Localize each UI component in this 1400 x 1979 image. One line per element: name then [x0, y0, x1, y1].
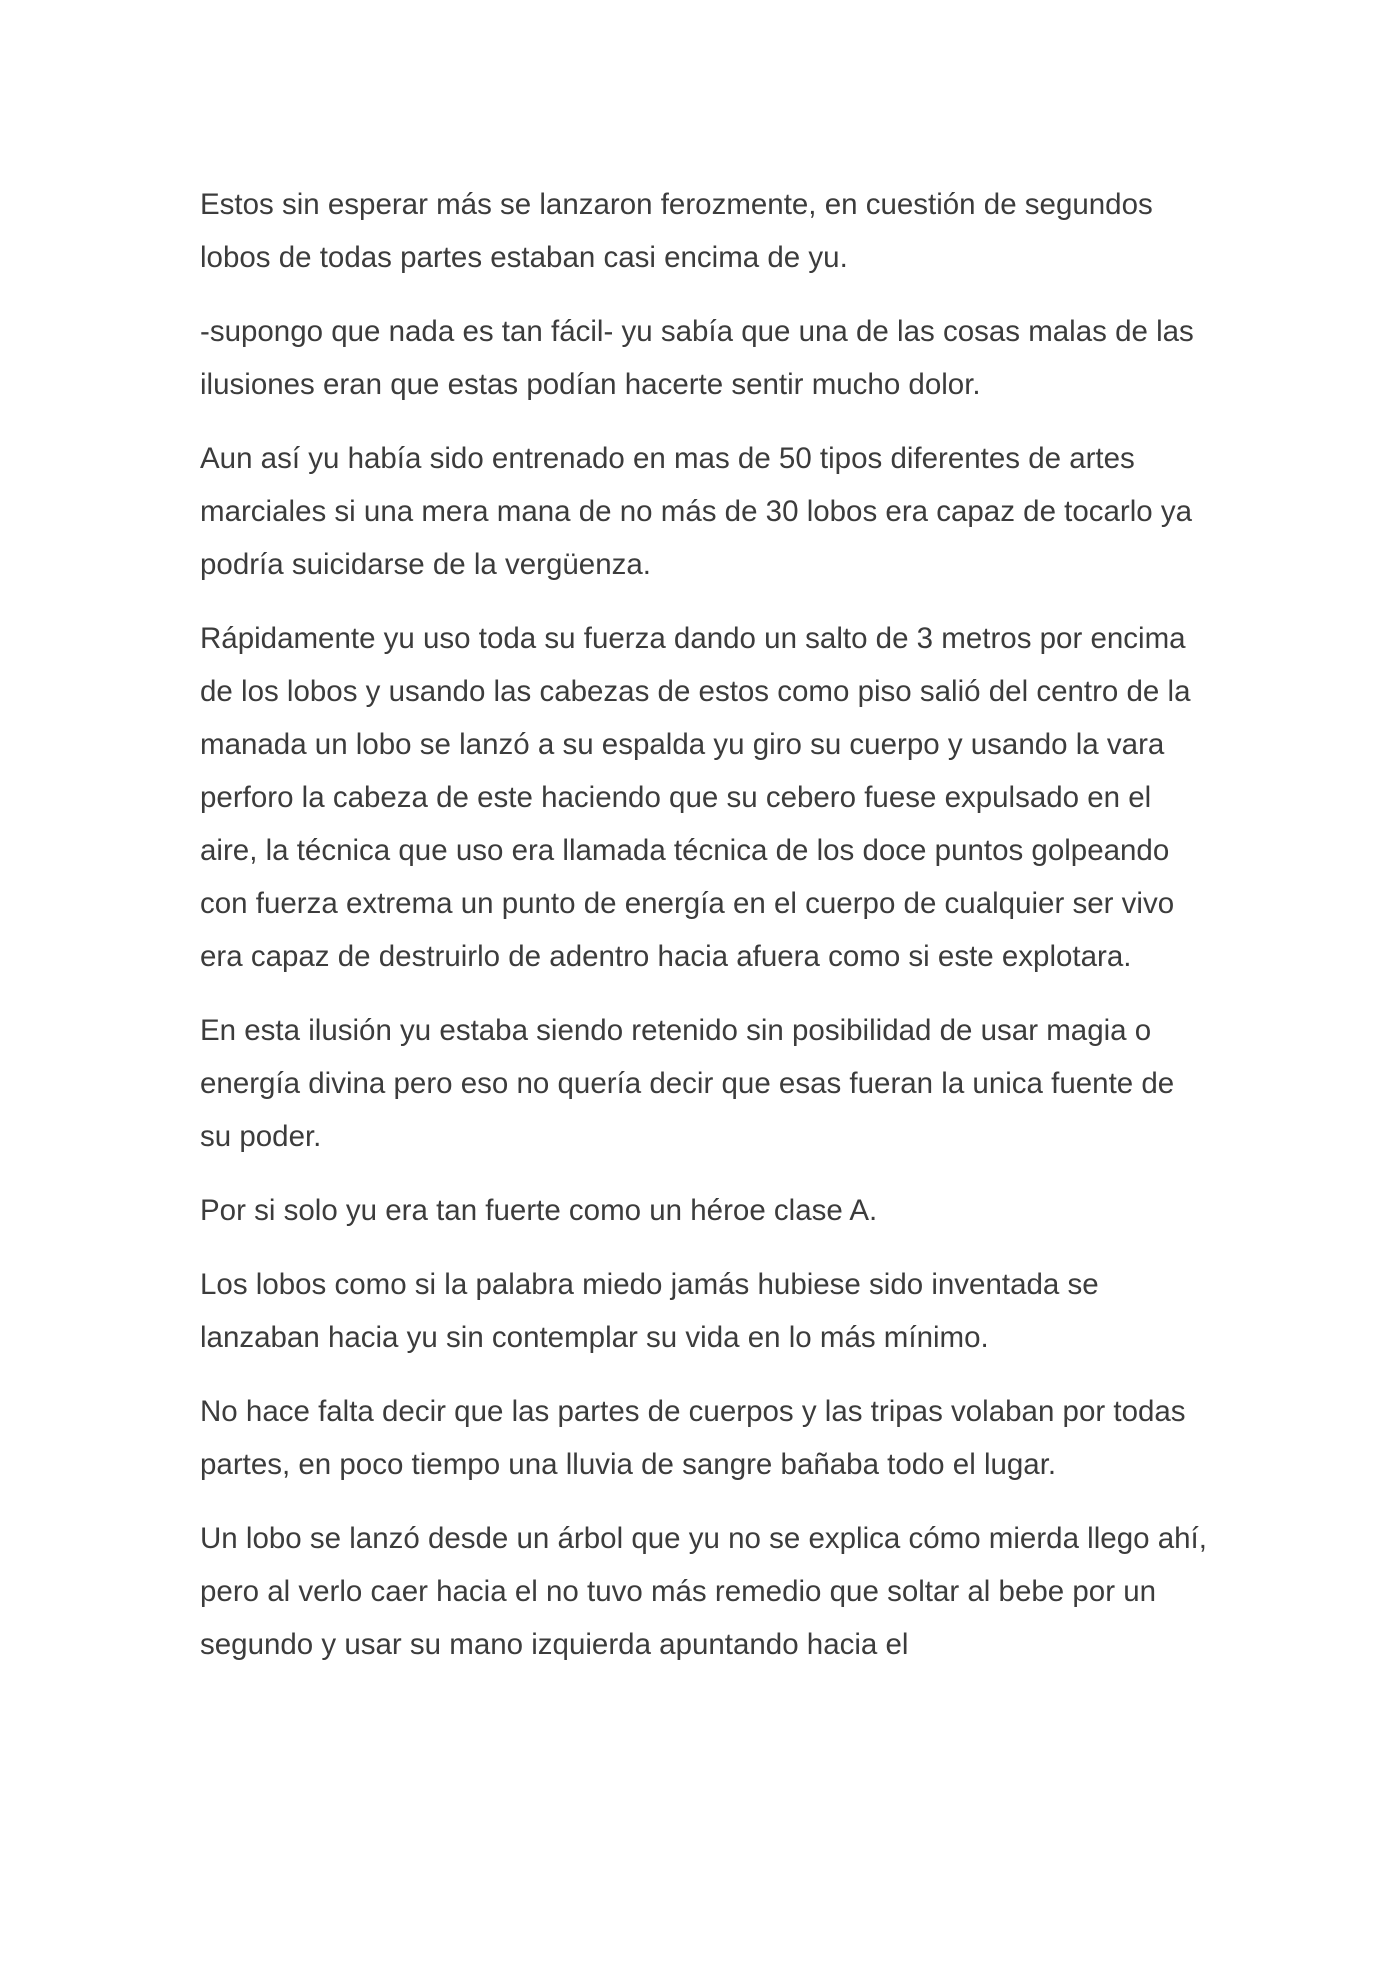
- paragraph-9: Un lobo se lanzó desde un árbol que yu no se explica cómo mierda llego ahí, pero al verlo caer hacia el no tuvo más remedio que soltar al bebe por un segundo y usar su mano izquierda apuntando hacia el: [200, 1522, 1207, 1661]
- paragraph-3: Aun así yu había sido entrenado en mas de 50 tipos diferentes de artes marciales si una mera mana de no más de 30 lobos era capaz de tocarlo ya podría suicidarse de la vergüenza.: [200, 442, 1193, 581]
- paragraph-4: Rápidamente yu uso toda su fuerza dando un salto de 3 metros por encima de los lobos y usando las cabezas de estos como piso salió del centro de la manada un lobo se lanzó a su espalda yu giro su cuerpo y usando la vara perforo la cabeza de este haciendo que su cebero fuese expulsado en el aire, la técnica que uso era llamada técnica de los doce puntos golpeando con fuerza extrema un punto de energía en el cuerpo de cualquier ser vivo era capaz de destruirlo de adentro hacia afuera como si este explotara.: [200, 622, 1191, 973]
- paragraph-2: -supongo que nada es tan fácil- yu sabía que una de las cosas malas de las ilusiones eran que estas podían hacerte sentir mucho dolor.: [200, 315, 1194, 401]
- paragraph-1: Estos sin esperar más se lanzaron ferozmente, en cuestión de segundos lobos de todas partes estaban casi encima de yu.: [200, 188, 1153, 274]
- document-body: [200, 178, 1210, 1692]
- paragraph-8: No hace falta decir que las partes de cuerpos y las tripas volaban por todas partes, en poco tiempo una lluvia de sangre bañaba todo el lugar.: [200, 1395, 1186, 1481]
- paragraph-5: En esta ilusión yu estaba siendo retenido sin posibilidad de usar magia o energía divina pero eso no quería decir que esas fueran la unica fuente de su poder.: [200, 1014, 1175, 1153]
- paragraph-6: Por si solo yu era tan fuerte como un héroe clase A.: [200, 1194, 878, 1227]
- paragraph-7: Los lobos como si la palabra miedo jamás hubiese sido inventada se lanzaban hacia yu sin contemplar su vida en lo más mínimo.: [200, 1268, 1099, 1354]
